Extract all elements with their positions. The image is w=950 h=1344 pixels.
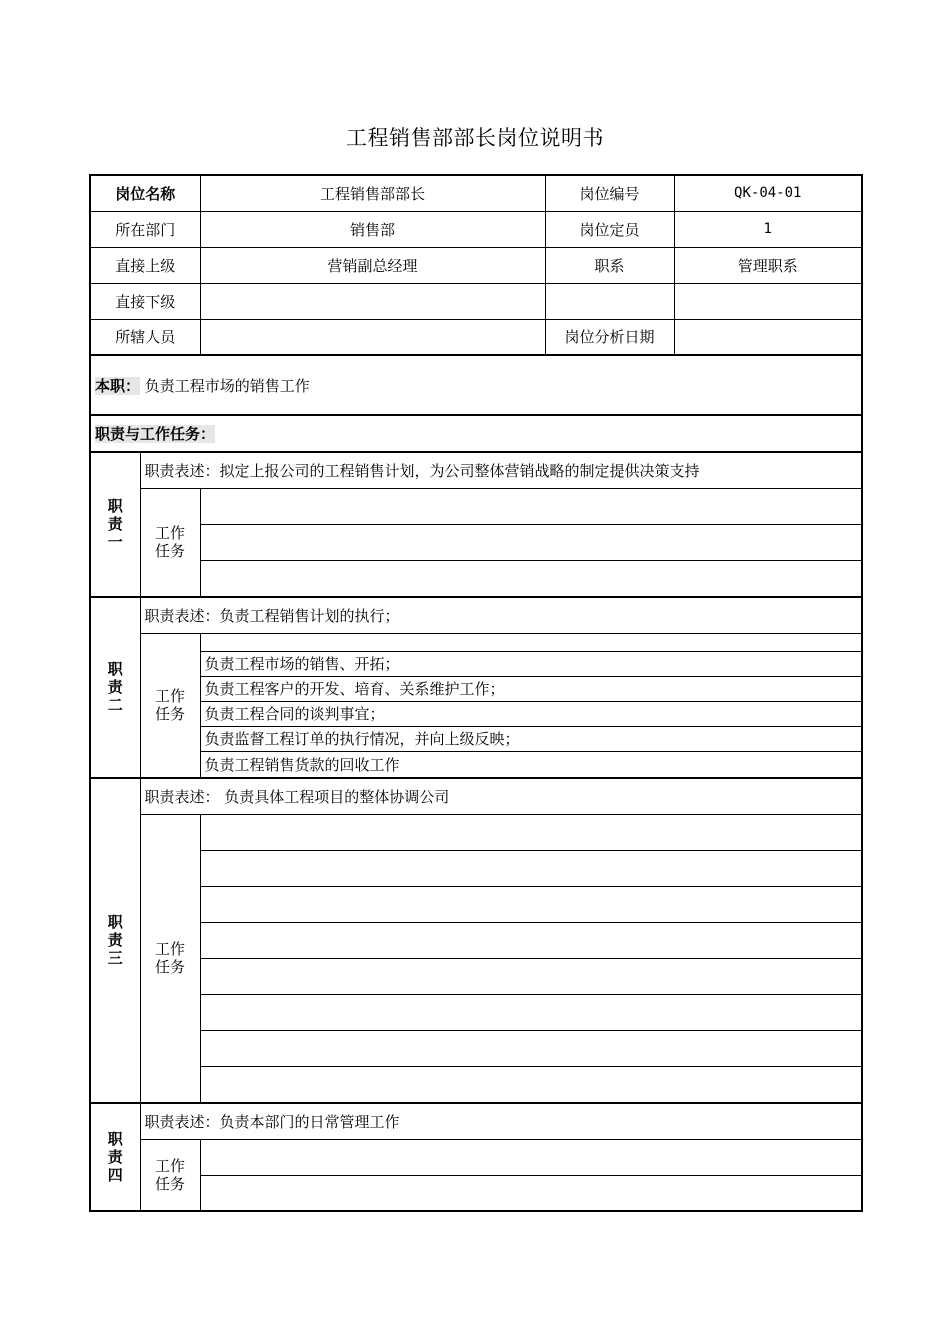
- value-empty: [674, 283, 862, 319]
- duty-desc-row: [90, 597, 862, 633]
- task-row: [90, 751, 862, 777]
- task-row: [90, 560, 862, 596]
- duties-header: 职责与工作任务：: [95, 424, 216, 443]
- value-job-family: 管理职系: [674, 247, 862, 283]
- task-row: [90, 488, 862, 524]
- duty-desc-row: [90, 1103, 862, 1139]
- duty-block: [89, 778, 863, 1103]
- duties-header-row: [90, 415, 862, 451]
- task-item: [200, 922, 862, 958]
- task-item: [200, 633, 862, 651]
- duty-block: [89, 1103, 863, 1213]
- label-empty: [545, 283, 674, 319]
- task-label: 工作任务: [140, 1139, 200, 1211]
- duty-label: 职责三: [90, 778, 140, 1102]
- task-item: 负责工程市场的销售、开拓；: [200, 651, 862, 676]
- task-label: 工作任务: [140, 814, 200, 1102]
- task-row: [90, 886, 862, 922]
- task-row: [90, 1139, 862, 1175]
- task-item: [200, 850, 862, 886]
- page-title: 工程销售部部长岗位说明书: [346, 126, 604, 150]
- duty-label: 职责二: [90, 597, 140, 777]
- info-row: [90, 283, 862, 319]
- task-label: 工作任务: [140, 633, 200, 777]
- task-row: [90, 1066, 862, 1102]
- task-item: 负责工程合同的谈判事宜；: [200, 701, 862, 726]
- task-item: [200, 524, 862, 560]
- task-row: [90, 633, 862, 651]
- label-headcount: 岗位定员: [545, 211, 674, 247]
- info-row: [90, 211, 862, 247]
- task-row: [90, 958, 862, 994]
- duty-description: 职责表述： 负责具体工程项目的整体协调公司: [140, 778, 862, 814]
- value-position-name: 工程销售部部长: [200, 175, 545, 211]
- duty-label: 职责四: [90, 1103, 140, 1211]
- core-duty-text: 负责工程市场的销售工作: [144, 376, 310, 395]
- info-row: [90, 175, 862, 211]
- task-row: [90, 850, 862, 886]
- label-position-code: 岗位编号: [545, 175, 674, 211]
- task-item: [200, 488, 862, 524]
- task-item: [200, 560, 862, 596]
- label-direct-superior: 直接上级: [90, 247, 200, 283]
- task-row: [90, 726, 862, 751]
- task-row: [90, 994, 862, 1030]
- task-item: 负责监督工程订单的执行情况，并向上级反映；: [200, 726, 862, 751]
- label-direct-subordinate: 直接下级: [90, 283, 200, 319]
- task-item: [200, 1066, 862, 1102]
- task-row: [90, 701, 862, 726]
- task-row: [90, 922, 862, 958]
- value-headcount: 1: [674, 211, 862, 247]
- value-staff: [200, 319, 545, 355]
- task-label: 工作任务: [140, 488, 200, 596]
- task-row: [90, 1175, 862, 1211]
- task-row: [90, 651, 862, 676]
- value-direct-superior: 营销副总经理: [200, 247, 545, 283]
- label-position-name: 岗位名称: [90, 175, 200, 211]
- core-duty-label: 本职：: [95, 376, 141, 395]
- duty-block: [89, 452, 863, 597]
- core-duty-cell: [90, 355, 862, 415]
- label-department: 所在部门: [90, 211, 200, 247]
- duty-desc-row: [90, 452, 862, 488]
- duty-desc-row: [90, 778, 862, 814]
- label-staff: 所辖人员: [90, 319, 200, 355]
- duty-description: 职责表述：负责本部门的日常管理工作: [140, 1103, 862, 1139]
- duty-description: 职责表述：拟定上报公司的工程销售计划，为公司整体营销战略的制定提供决策支持: [140, 452, 862, 488]
- task-item: 负责工程销售货款的回收工作: [200, 751, 862, 777]
- core-duty-row: [90, 355, 862, 415]
- task-item: [200, 958, 862, 994]
- task-item: [200, 1139, 862, 1175]
- task-row: [90, 1030, 862, 1066]
- task-row: [90, 814, 862, 850]
- duty-label: 职责一: [90, 452, 140, 596]
- value-position-code: QK-04-01: [674, 175, 862, 211]
- basic-info-table: [89, 174, 863, 452]
- duties-header-cell: [90, 415, 862, 451]
- label-analysis-date: 岗位分析日期: [545, 319, 674, 355]
- task-row: [90, 524, 862, 560]
- label-job-family: 职系: [545, 247, 674, 283]
- task-item: [200, 886, 862, 922]
- info-row: [90, 319, 862, 355]
- value-department: 销售部: [200, 211, 545, 247]
- task-item: [200, 814, 862, 850]
- duty-description: 职责表述：负责工程销售计划的执行；: [140, 597, 862, 633]
- job-description-form: [89, 174, 861, 1212]
- value-analysis-date: [674, 319, 862, 355]
- task-item: [200, 994, 862, 1030]
- task-item: [200, 1175, 862, 1211]
- task-item: 负责工程客户的开发、培育、关系维护工作；: [200, 676, 862, 701]
- info-row: [90, 247, 862, 283]
- duty-block: [89, 597, 863, 778]
- task-item: [200, 1030, 862, 1066]
- task-row: [90, 676, 862, 701]
- value-direct-subordinate: [200, 283, 545, 319]
